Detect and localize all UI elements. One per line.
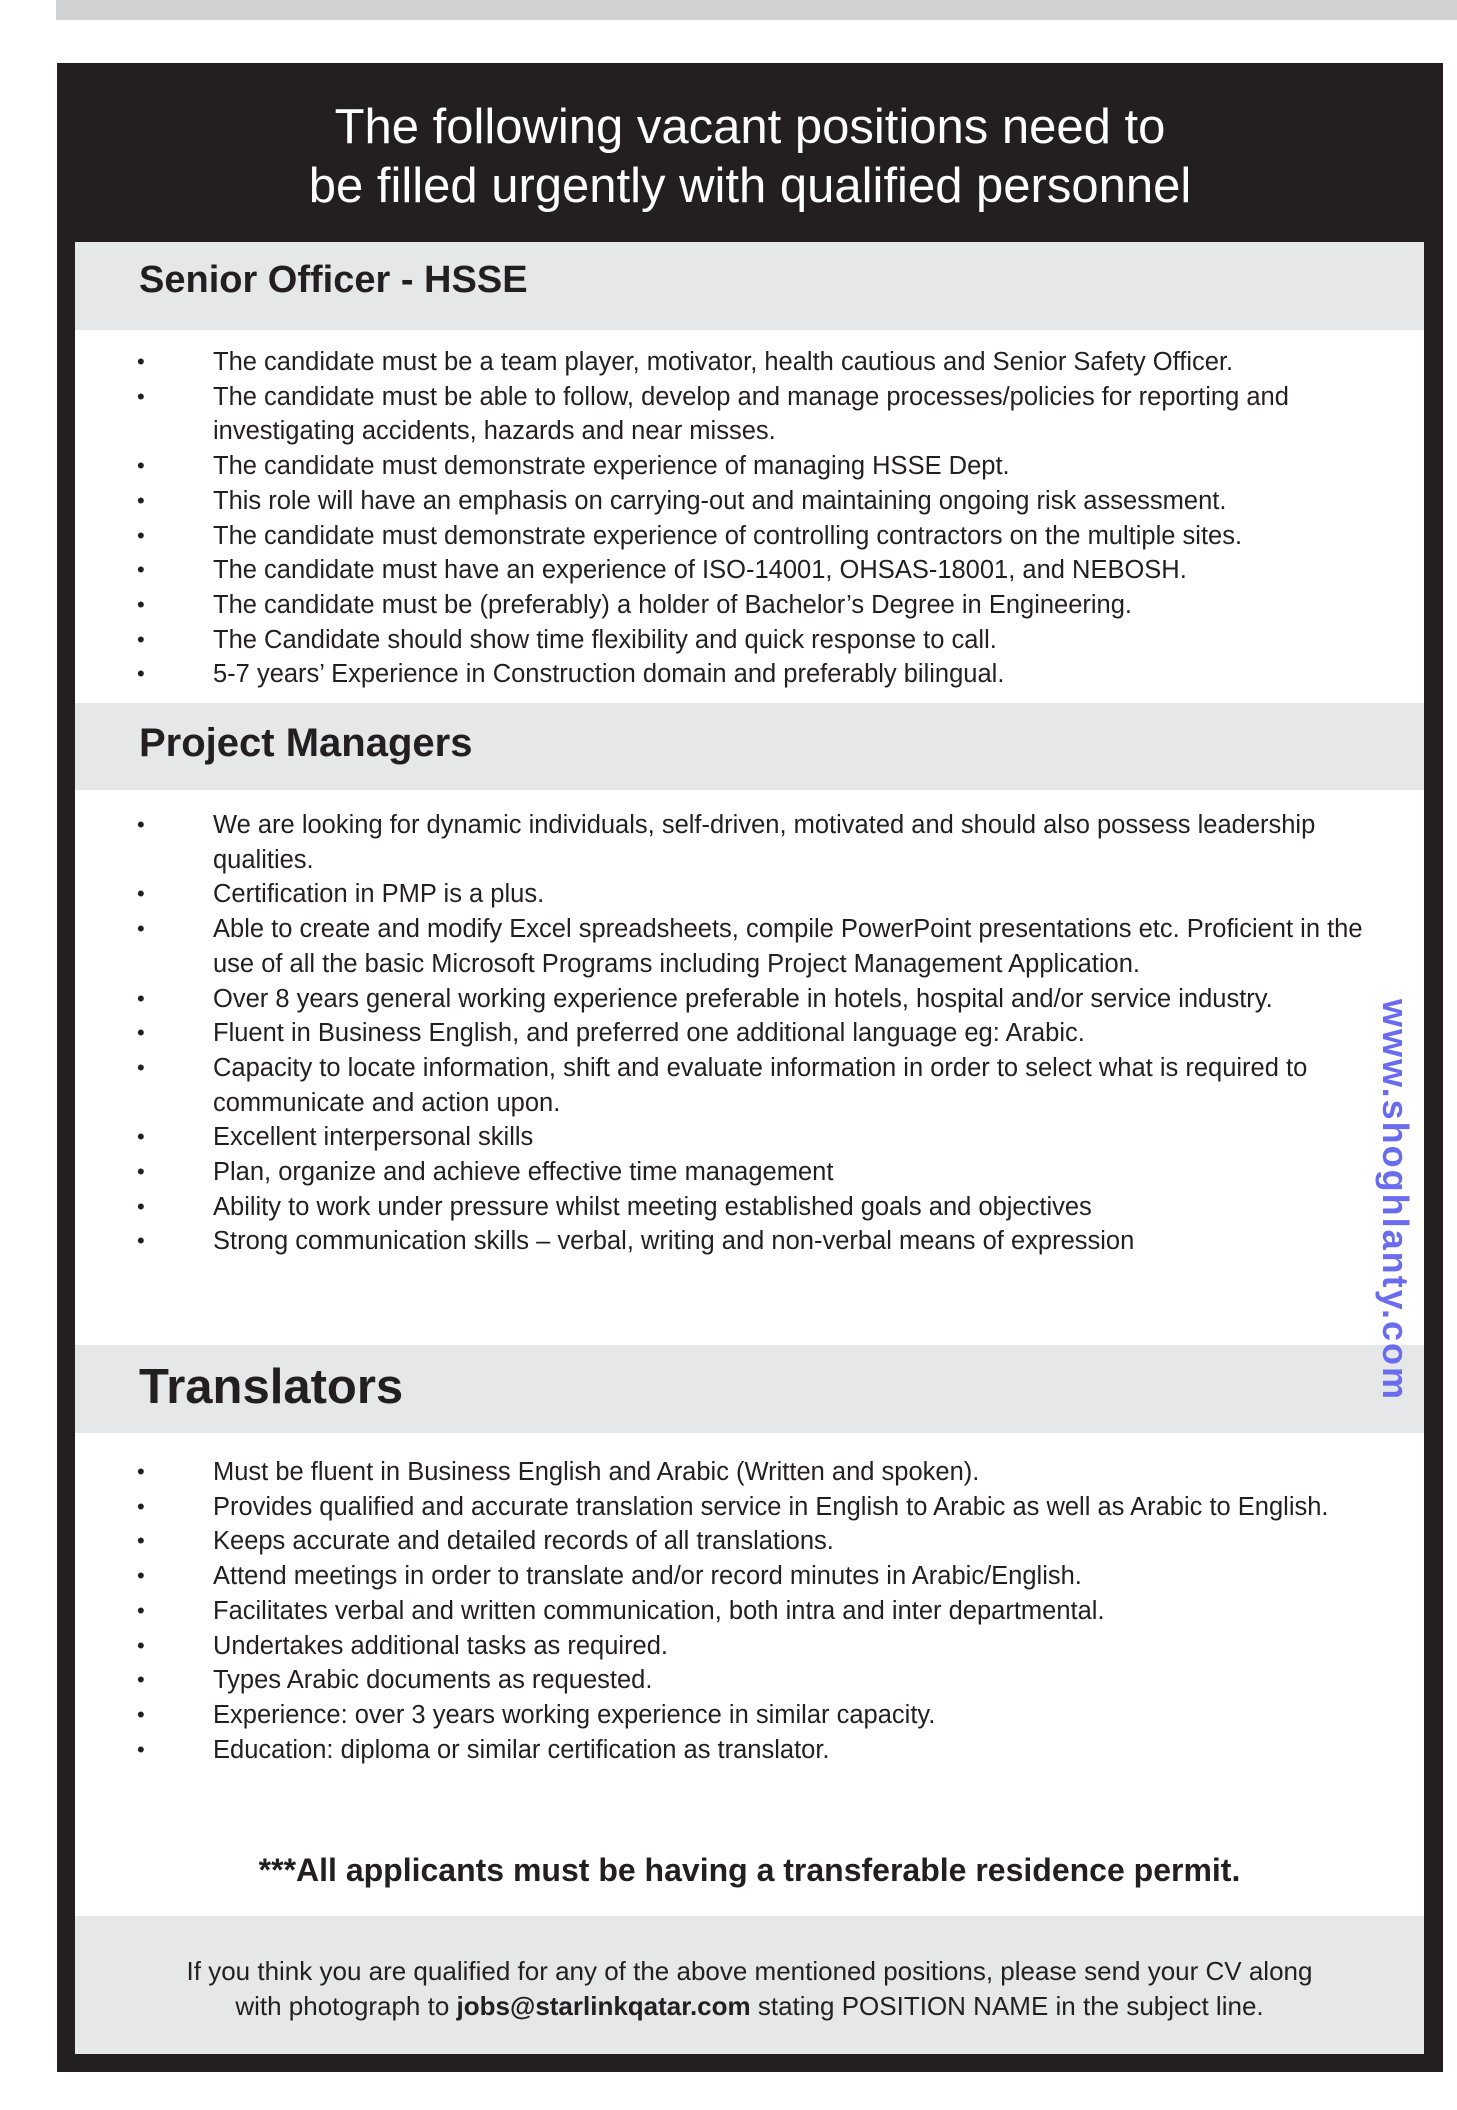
list-item (75, 1663, 1424, 1698)
bullet-icon: • (137, 1632, 145, 1658)
bullet-icon: • (137, 916, 145, 942)
bullet-icon: • (137, 1054, 145, 1080)
list-item-text: The candidate must be (preferably) a holder of Bachelor’s Degree in Engineering. (213, 590, 1133, 619)
list-item (75, 1629, 1424, 1664)
translator-requirements (75, 1455, 1424, 1767)
email-link[interactable]: jobs@starlinkqatar.com (456, 1991, 751, 2021)
list-item (75, 808, 1424, 877)
list-item-text: Excellent interpersonal skills (213, 1123, 534, 1152)
list-item-text: We are looking for dynamic individuals, self-driven, motivated and should also possess leadership qualities. (213, 811, 1316, 874)
list-item (75, 345, 1424, 380)
bullet-icon: • (137, 626, 145, 652)
list-item (75, 1594, 1424, 1629)
list-item-text: This role will have an emphasis on carrying-out and maintaining ongoing risk assessment. (213, 486, 1227, 515)
list-item (75, 877, 1424, 912)
bullet-icon: • (137, 1020, 145, 1046)
bullet-icon: • (137, 1667, 145, 1693)
bullet-icon: • (137, 661, 145, 687)
list-item-text: Fluent in Business English, and preferred one additional language eg: Arabic. (213, 1019, 1085, 1048)
list-item (75, 449, 1424, 484)
list-item (75, 1524, 1424, 1559)
section-title: Translators (139, 1360, 404, 1414)
footer-line-2-suffix: stating POSITION NAME in the subject line. (757, 1991, 1264, 2021)
bullet-icon: • (137, 1563, 145, 1589)
list-item-text: Undertakes additional tasks as required. (213, 1631, 669, 1660)
top-gray-band (56, 0, 1457, 20)
list-item (75, 623, 1424, 658)
bullet-icon: • (137, 1459, 145, 1484)
bullet-icon: • (137, 557, 145, 583)
list-item-text: Types Arabic documents as requested. (213, 1666, 653, 1695)
bullet-icon: • (137, 1124, 145, 1150)
list-item-text: Over 8 years general working experience preferable in hotels, hospital and/or service industry. (213, 984, 1273, 1013)
list-item-text: Strong communication skills – verbal, writing and non-verbal means of expression (213, 1227, 1135, 1256)
list-item (75, 1051, 1424, 1120)
list-item-text: Experience: over 3 years working experience in similar capacity. (213, 1700, 936, 1729)
bullet-icon: • (137, 1159, 145, 1185)
list-item-text: Attend meetings in order to translate and/or record minutes in Arabic/English. (213, 1562, 1082, 1591)
footer-contact-band (75, 1916, 1424, 2054)
list-item (75, 1224, 1424, 1259)
bullet-icon: • (137, 591, 145, 617)
bullet-icon: • (137, 383, 145, 409)
page-title (57, 98, 1443, 216)
footer-line-1: If you think you are qualified for any of the above mentioned positions, please send your CV along (186, 1956, 1313, 1986)
senior-officer-requirements (75, 345, 1424, 692)
footer-line-2-prefix: with photograph to (235, 1991, 450, 2021)
list-item-text: The candidate must be able to follow, develop and manage processes/policies for reporting and investigating accidents, hazards and near misses. (213, 382, 1289, 446)
bullet-icon: • (137, 1493, 145, 1519)
list-item (75, 519, 1424, 554)
section-title: Project Managers (139, 721, 473, 765)
bullet-icon: • (137, 812, 145, 837)
list-item-text: Plan, organize and achieve effective time management (213, 1158, 834, 1187)
bullet-icon: • (137, 1701, 145, 1727)
list-item (75, 553, 1424, 588)
list-item (75, 912, 1424, 981)
list-item-text: Certification in PMP is a plus. (213, 880, 545, 909)
list-item (75, 1455, 1424, 1490)
title-line-2: be filled urgently with qualified personnel (308, 159, 1192, 213)
list-item (75, 1490, 1424, 1525)
list-item-text: Able to create and modify Excel spreadsheets, compile PowerPoint presentations etc. Proficient in the use of all the basic Microsoft Programs including Project Management Application. (213, 915, 1363, 978)
list-item (75, 1155, 1424, 1190)
list-item (75, 1559, 1424, 1594)
list-item-text: Education: diploma or similar certification as translator. (213, 1735, 830, 1764)
footer-text (75, 1954, 1424, 2024)
residence-permit-note: ***All applicants must be having a transferable residence permit. (258, 1852, 1241, 1888)
list-item (75, 1120, 1424, 1155)
bullet-icon: • (137, 1597, 145, 1623)
section-header-senior-officer (75, 242, 1424, 330)
list-item (75, 1698, 1424, 1733)
list-item (75, 588, 1424, 623)
project-manager-requirements (75, 808, 1424, 1259)
content-panel (75, 242, 1424, 2054)
title-line-1: The following vacant positions need to (334, 100, 1166, 154)
list-item-text: The candidate must be a team player, motivator, health cautious and Senior Safety Officer. (213, 348, 1234, 376)
bullet-icon: • (137, 1193, 145, 1219)
list-item-text: Facilitates verbal and written communication, both intra and inter departmental. (213, 1596, 1105, 1625)
bullet-icon: • (137, 522, 145, 548)
section-title: Senior Officer - HSSE (139, 259, 528, 301)
bullet-icon: • (137, 487, 145, 513)
bullet-icon: • (137, 1228, 145, 1254)
bullet-icon: • (137, 1528, 145, 1554)
bullet-icon: • (137, 453, 145, 479)
list-item-text: 5-7 years’ Experience in Construction domain and preferably bilingual. (213, 660, 1005, 689)
list-item (75, 982, 1424, 1017)
bullet-icon: • (137, 881, 145, 907)
list-item (75, 1016, 1424, 1051)
list-item (75, 657, 1424, 692)
bullet-icon: • (137, 349, 145, 374)
list-item-text: Provides qualified and accurate translation service in English to Arabic as well as Arabic to English. (213, 1492, 1329, 1521)
list-item (75, 380, 1424, 449)
list-item-text: The candidate must have an experience of ISO-14001, OHSAS-18001, and NEBOSH. (213, 556, 1187, 585)
list-item-text: Capacity to locate information, shift and evaluate information in order to select what is required to communicate and action upon. (213, 1053, 1308, 1117)
bullet-icon: • (137, 1736, 145, 1762)
list-item-text: The Candidate should show time flexibility and quick response to call. (213, 625, 997, 654)
section-header-translators (75, 1345, 1424, 1433)
watermark-text: www.shoghlanty.com (1375, 998, 1416, 1402)
section-header-project-managers (75, 703, 1424, 790)
bullet-icon: • (137, 985, 145, 1011)
list-item (75, 484, 1424, 519)
list-item-text: Keeps accurate and detailed records of all translations. (213, 1527, 834, 1556)
list-item (75, 1190, 1424, 1225)
list-item-text: Must be fluent in Business English and Arabic (Written and spoken). (213, 1458, 980, 1486)
list-item (75, 1733, 1424, 1768)
list-item-text: The candidate must demonstrate experience of managing HSSE Dept. (213, 452, 1010, 481)
list-item-text: Ability to work under pressure whilst meeting established goals and objectives (213, 1192, 1092, 1221)
list-item-text: The candidate must demonstrate experience of controlling contractors on the multiple sites. (213, 521, 1243, 550)
